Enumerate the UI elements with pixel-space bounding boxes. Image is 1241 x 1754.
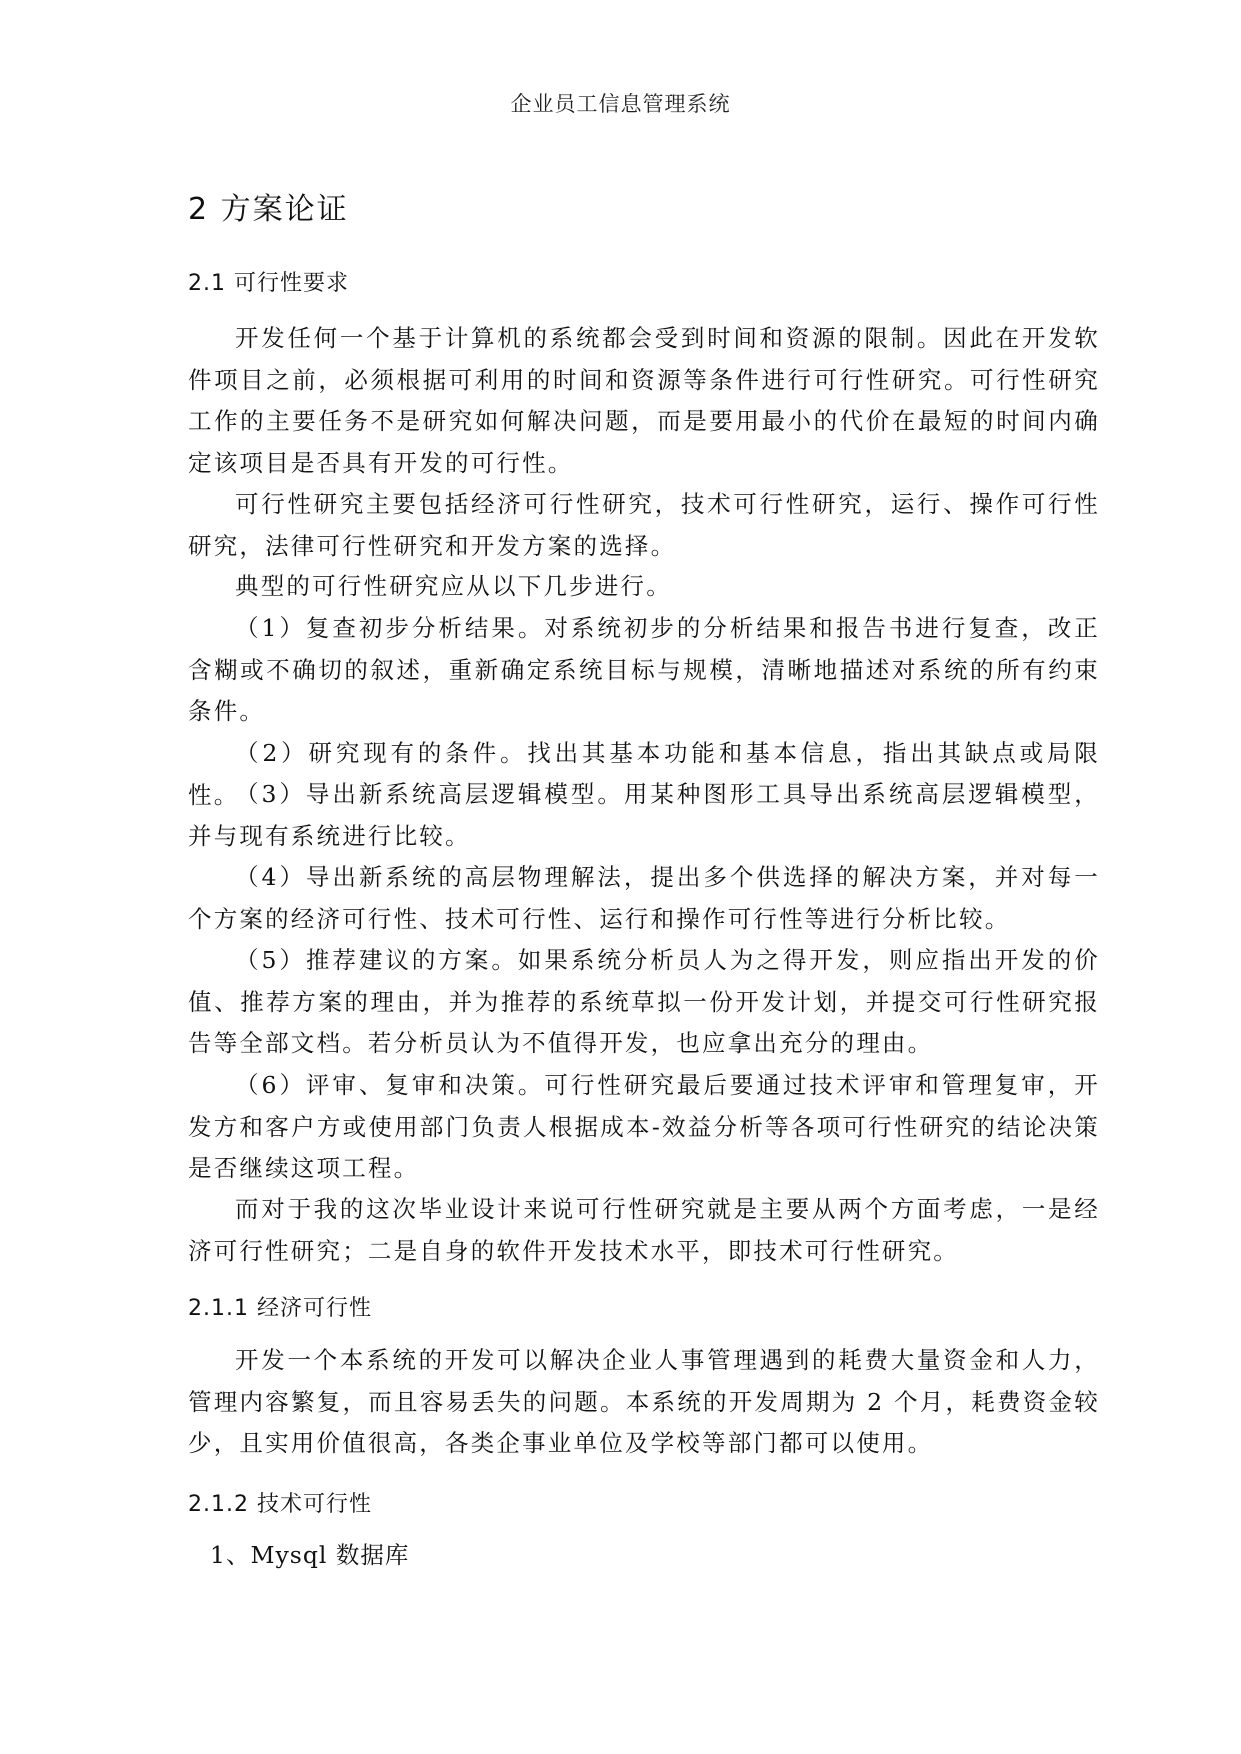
running-header: 企业员工信息管理系统 [510, 92, 731, 116]
paragraph: 开发一个本系统的开发可以解决企业人事管理遇到的耗费大量资金和人力，管理内容繁复，而且容易丢失的问题。本系统的开发周期为 2 个月，耗费资金较少，且实用价值很高，各类企事业单位及学校等部门都可以使用。 [188, 1346, 1100, 1457]
paragraph: 而对于我的这次毕业设计来说可行性研究就是主要从两个方面考虑，一是经济可行性研究；二是自身的软件开发技术水平，即技术可行性研究。 [188, 1195, 1100, 1265]
paragraph: 开发任何一个基于计算机的系统都会受到时间和资源的限制。因此在开发软件项目之前，必须根据可利用的时间和资源等条件进行可行性研究。可行性研究工作的主要任务不是研究如何解决问题，而是要用最小的代价在最短的时间内确定该项目是否具有开发的可行性。 [188, 324, 1100, 477]
section-title-2-1: 2.1 可行性要求 [188, 271, 349, 296]
paragraph: 典型的可行性研究应从以下几步进行。 [235, 572, 672, 600]
paragraph: （3）导出新系统高层逻辑模型。用某种图形工具导出系统高层逻辑模型，并与现有系统进行比较。 [188, 780, 1100, 850]
paragraph: （1）复查初步分析结果。对系统初步的分析结果和报告书进行复查，改正含糊或不确切的叙述，重新确定系统目标与规模，清晰地描述对系统的所有约束条件。 [188, 614, 1100, 725]
paragraph: 可行性研究主要包括经济可行性研究，技术可行性研究，运行、操作可行性研究，法律可行性研究和开发方案的选择。 [188, 490, 1100, 560]
list-item: 1、Mysql 数据库 [210, 1541, 410, 1569]
paragraph: （2）研究现有的条件。找出其基本功能和基本信息，指出其缺点或局限性。 [188, 739, 1100, 809]
paragraph: （6）评审、复审和决策。可行性研究最后要通过技术评审和管理复审，开发方和客户方或使用部门负责人根据成本-效益分析等各项可行性研究的结论决策是否继续这项工程。 [188, 1071, 1100, 1182]
section-title-2-1-1: 2.1.1 经济可行性 [188, 1296, 372, 1321]
paragraph: （5）推荐建议的方案。如果系统分析员人为之得开发，则应指出开发的价值、推荐方案的理由，并为推荐的系统草拟一份开发计划，并提交可行性研究报告等全部文档。若分析员认为不值得开发，也应拿出充分的理由。 [188, 946, 1100, 1057]
paragraph: （4）导出新系统的高层物理解法，提出多个供选择的解决方案，并对每一个方案的经济可行性、技术可行性、运行和操作可行性等进行分析比较。 [188, 863, 1100, 933]
section-title-2-1-2: 2.1.2 技术可行性 [188, 1492, 372, 1517]
chapter-title: 2 方案论证 [188, 192, 349, 227]
